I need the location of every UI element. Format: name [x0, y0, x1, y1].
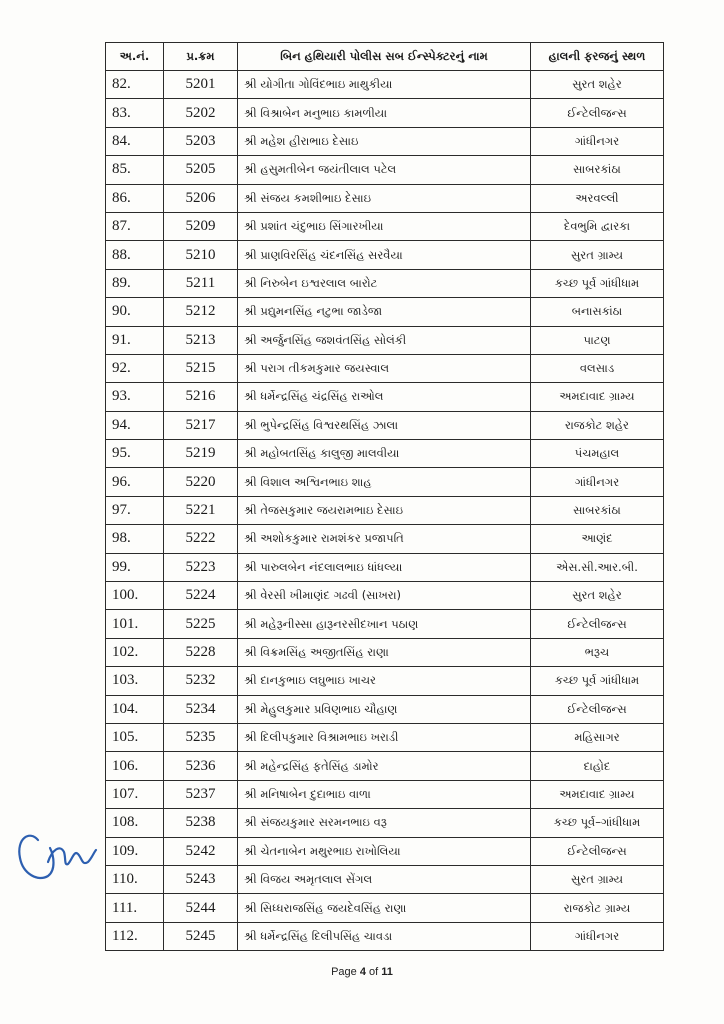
name-cell: શ્રી ભુપેન્દ્રસિંહ વિશ્વરથસિંહ ઝાલા — [238, 411, 531, 439]
serial-cell: 102. — [106, 638, 164, 666]
place-cell: દેવભુમિ દ્વારકા — [531, 212, 664, 240]
table-row — [106, 723, 664, 751]
place-cell: કચ્છ પૂર્વ–ગાંધીધામ — [531, 809, 664, 837]
table-row — [106, 184, 664, 212]
serial-cell: 109. — [106, 837, 164, 865]
pk-cell: 5232 — [164, 667, 238, 695]
place-cell: રાજકોટ ગ્રામ્ય — [531, 894, 664, 922]
pk-cell: 5209 — [164, 212, 238, 240]
pk-cell: 5228 — [164, 638, 238, 666]
header-serial: અ.નં. — [106, 43, 164, 71]
serial-cell: 84. — [106, 127, 164, 155]
name-cell: શ્રી સિધ્ધરાજસિંહ જયદેવસિંહ રાણા — [238, 894, 531, 922]
serial-cell: 112. — [106, 922, 164, 950]
table-row — [106, 553, 664, 581]
serial-cell: 99. — [106, 553, 164, 581]
place-cell: મહિસાગર — [531, 723, 664, 751]
header-name: બિન હથિયારી પોલીસ સબ ઈન્સ્પેક્ટરનું નામ — [238, 43, 531, 71]
name-cell: શ્રી ચેતનાબેન મથુરભાઇ રાખોલિયા — [238, 837, 531, 865]
pk-cell: 5216 — [164, 383, 238, 411]
table-row — [106, 440, 664, 468]
table-row — [106, 326, 664, 354]
place-cell: પાટણ — [531, 326, 664, 354]
place-cell: સાબરકાંઠા — [531, 496, 664, 524]
pk-cell: 5243 — [164, 865, 238, 893]
name-cell: શ્રી વેરસી ખીમાણંદ ગઢવી (સાખરા) — [238, 582, 531, 610]
name-cell: શ્રી પરાગ તીકમકુમાર જયસ્વાલ — [238, 354, 531, 382]
place-cell: અરવલ્લી — [531, 184, 664, 212]
pk-cell: 5237 — [164, 780, 238, 808]
serial-cell: 107. — [106, 780, 164, 808]
table-row — [106, 837, 664, 865]
place-cell: સુરત ગ્રામ્ય — [531, 241, 664, 269]
serial-cell: 91. — [106, 326, 164, 354]
name-cell: શ્રી અશોકકુમાર રામશંકર પ્રજાપતિ — [238, 525, 531, 553]
pk-cell: 5203 — [164, 127, 238, 155]
pk-cell: 5235 — [164, 723, 238, 751]
table-body — [106, 71, 664, 951]
serial-cell: 96. — [106, 468, 164, 496]
place-cell: કચ્છ પૂર્વ ગાંધીધામ — [531, 269, 664, 297]
name-cell: શ્રી પ્રાણવિરસિંહ ચંદનસિંહ સરવૈયા — [238, 241, 531, 269]
footer-of-label: of — [369, 966, 379, 978]
page-footer — [0, 966, 724, 978]
pk-cell: 5244 — [164, 894, 238, 922]
table-header-row — [106, 43, 664, 71]
name-cell: શ્રી સંજય કમશીભાઇ દેસાઇ — [238, 184, 531, 212]
table-row — [106, 269, 664, 297]
pk-cell: 5206 — [164, 184, 238, 212]
table-row — [106, 354, 664, 382]
place-cell: ઈન્ટેલીજન્સ — [531, 610, 664, 638]
table-row — [106, 525, 664, 553]
pk-cell: 5212 — [164, 298, 238, 326]
serial-cell: 111. — [106, 894, 164, 922]
name-cell: શ્રી દિલીપકુમાર વિશ્રામભાઇ ખરાડી — [238, 723, 531, 751]
place-cell: સુરત શહેર — [531, 71, 664, 99]
serial-cell: 83. — [106, 99, 164, 127]
serial-cell: 85. — [106, 156, 164, 184]
place-cell: વલસાડ — [531, 354, 664, 382]
pk-cell: 5223 — [164, 553, 238, 581]
place-cell: પંચમહાલ — [531, 440, 664, 468]
table-row — [106, 298, 664, 326]
serial-cell: 95. — [106, 440, 164, 468]
table-row — [106, 127, 664, 155]
pk-cell: 5201 — [164, 71, 238, 99]
table-row — [106, 894, 664, 922]
place-cell: આણંદ — [531, 525, 664, 553]
name-cell: શ્રી વિજય અમૃતલાલ સેંગલ — [238, 865, 531, 893]
serial-cell: 101. — [106, 610, 164, 638]
table-row — [106, 865, 664, 893]
footer-page-label: Page — [331, 966, 357, 978]
serial-cell: 93. — [106, 383, 164, 411]
table-row — [106, 99, 664, 127]
pk-cell: 5213 — [164, 326, 238, 354]
footer-page-total: 11 — [381, 966, 393, 978]
pk-cell: 5234 — [164, 695, 238, 723]
serial-cell: 89. — [106, 269, 164, 297]
pk-cell: 5215 — [164, 354, 238, 382]
serial-cell: 110. — [106, 865, 164, 893]
table-row — [106, 582, 664, 610]
name-cell: શ્રી વિશાલ અશ્વિનભાઇ શાહ — [238, 468, 531, 496]
table-row — [106, 156, 664, 184]
handwritten-signature — [8, 800, 98, 900]
name-cell: શ્રી અર્જુનસિંહ જશવંતસિંહ સોલંકી — [238, 326, 531, 354]
pk-cell: 5224 — [164, 582, 238, 610]
serial-cell: 103. — [106, 667, 164, 695]
place-cell: સુરત શહેર — [531, 582, 664, 610]
name-cell: શ્રી હસુમતીબેન જયંતીલાલ પટેલ — [238, 156, 531, 184]
serial-cell: 97. — [106, 496, 164, 524]
table-row — [106, 780, 664, 808]
name-cell: શ્રી ધર્મેન્દ્રસિંહ દિલીપસિંહ ચાવડા — [238, 922, 531, 950]
place-cell: ગાંધીનગર — [531, 468, 664, 496]
table-row — [106, 71, 664, 99]
name-cell: શ્રી મેહુલકુમાર પ્રવિણભાઇ ચૌહાણ — [238, 695, 531, 723]
table-row — [106, 496, 664, 524]
table-row — [106, 383, 664, 411]
table-row — [106, 695, 664, 723]
serial-cell: 104. — [106, 695, 164, 723]
table-row — [106, 468, 664, 496]
table-row — [106, 752, 664, 780]
serial-cell: 88. — [106, 241, 164, 269]
name-cell: શ્રી દાનકુભાઇ લઘુભાઇ ખાચર — [238, 667, 531, 695]
pk-cell: 5222 — [164, 525, 238, 553]
pk-cell: 5217 — [164, 411, 238, 439]
serial-cell: 94. — [106, 411, 164, 439]
name-cell: શ્રી પારુલબેન નંદલાલભાઇ ધાંધલ્યા — [238, 553, 531, 581]
place-cell: ઈન્ટેલીજન્સ — [531, 99, 664, 127]
serial-cell: 106. — [106, 752, 164, 780]
serial-cell: 86. — [106, 184, 164, 212]
name-cell: શ્રી મહેશ હીરાભાઇ દેસાઇ — [238, 127, 531, 155]
name-cell: શ્રી પ્રદ્યુમનસિંહ નટુભા જાડેજા — [238, 298, 531, 326]
pk-cell: 5245 — [164, 922, 238, 950]
table-row — [106, 922, 664, 950]
name-cell: શ્રી ધર્મેન્દ્રસિંહ ચંદ્રસિંહ રાઓલ — [238, 383, 531, 411]
pk-cell: 5220 — [164, 468, 238, 496]
pk-cell: 5219 — [164, 440, 238, 468]
place-cell: સાબરકાંઠા — [531, 156, 664, 184]
pk-cell: 5205 — [164, 156, 238, 184]
serial-cell: 100. — [106, 582, 164, 610]
serial-cell: 98. — [106, 525, 164, 553]
table-row — [106, 610, 664, 638]
header-pk: પ્ર.ક્રમ — [164, 43, 238, 71]
place-cell: રાજકોટ શહેર — [531, 411, 664, 439]
place-cell: એસ.સી.આર.બી. — [531, 553, 664, 581]
table-row — [106, 212, 664, 240]
serial-cell: 90. — [106, 298, 164, 326]
table-row — [106, 809, 664, 837]
pk-cell: 5238 — [164, 809, 238, 837]
name-cell: શ્રી મહોબતસિંહ કાલુજી માલવીયા — [238, 440, 531, 468]
place-cell: કચ્છ પૂર્વ ગાંધીધામ — [531, 667, 664, 695]
footer-page-number: 4 — [359, 966, 366, 978]
name-cell: શ્રી પ્રશાંત ચંદુભાઇ સિંગારખીયા — [238, 212, 531, 240]
name-cell: શ્રી મહેરૂનીસ્સા હારૂનરસીદખાન પઠાણ — [238, 610, 531, 638]
pk-cell: 5221 — [164, 496, 238, 524]
pk-cell: 5202 — [164, 99, 238, 127]
name-cell: શ્રી વિશ્રાબેન મનુભાઇ કામળીયા — [238, 99, 531, 127]
serial-cell: 105. — [106, 723, 164, 751]
pk-cell: 5225 — [164, 610, 238, 638]
name-cell: શ્રી મનિષાબેન દુદાભાઇ વાળા — [238, 780, 531, 808]
pk-cell: 5242 — [164, 837, 238, 865]
place-cell: અમદાવાદ ગ્રામ્ય — [531, 383, 664, 411]
table-row — [106, 667, 664, 695]
place-cell: અમદાવાદ ગ્રામ્ય — [531, 780, 664, 808]
place-cell: ઈન્ટેલીજન્સ — [531, 837, 664, 865]
transfer-table — [105, 42, 664, 951]
place-cell: ગાંધીનગર — [531, 127, 664, 155]
place-cell: ગાંધીનગર — [531, 922, 664, 950]
place-cell: સુરત ગ્રામ્ય — [531, 865, 664, 893]
name-cell: શ્રી નિરુબેન ઇશ્વરલાલ બારોટ — [238, 269, 531, 297]
pk-cell: 5236 — [164, 752, 238, 780]
table-row — [106, 241, 664, 269]
place-cell: બનાસકાંઠા — [531, 298, 664, 326]
place-cell: દાહોદ — [531, 752, 664, 780]
place-cell: ભરૂચ — [531, 638, 664, 666]
serial-cell: 87. — [106, 212, 164, 240]
table-row — [106, 411, 664, 439]
serial-cell: 92. — [106, 354, 164, 382]
pk-cell: 5210 — [164, 241, 238, 269]
name-cell: શ્રી મહેન્દ્રસિંહ ફતેસિંહ ડામોર — [238, 752, 531, 780]
place-cell: ઈન્ટેલીજન્સ — [531, 695, 664, 723]
name-cell: શ્રી સંજયકુમાર સરમનભાઇ વરૂ — [238, 809, 531, 837]
name-cell: શ્રી વિક્રમસિંહ અજીતસિંહ રાણા — [238, 638, 531, 666]
name-cell: શ્રી યોગીતા ગોવિંદભાઇ માથુકીયા — [238, 71, 531, 99]
pk-cell: 5211 — [164, 269, 238, 297]
table-row — [106, 638, 664, 666]
serial-cell: 82. — [106, 71, 164, 99]
name-cell: શ્રી તેજસકુમાર જયરામભાઇ દેસાઇ — [238, 496, 531, 524]
serial-cell: 108. — [106, 809, 164, 837]
header-place: હાલની ફરજનું સ્થળ — [531, 43, 664, 71]
